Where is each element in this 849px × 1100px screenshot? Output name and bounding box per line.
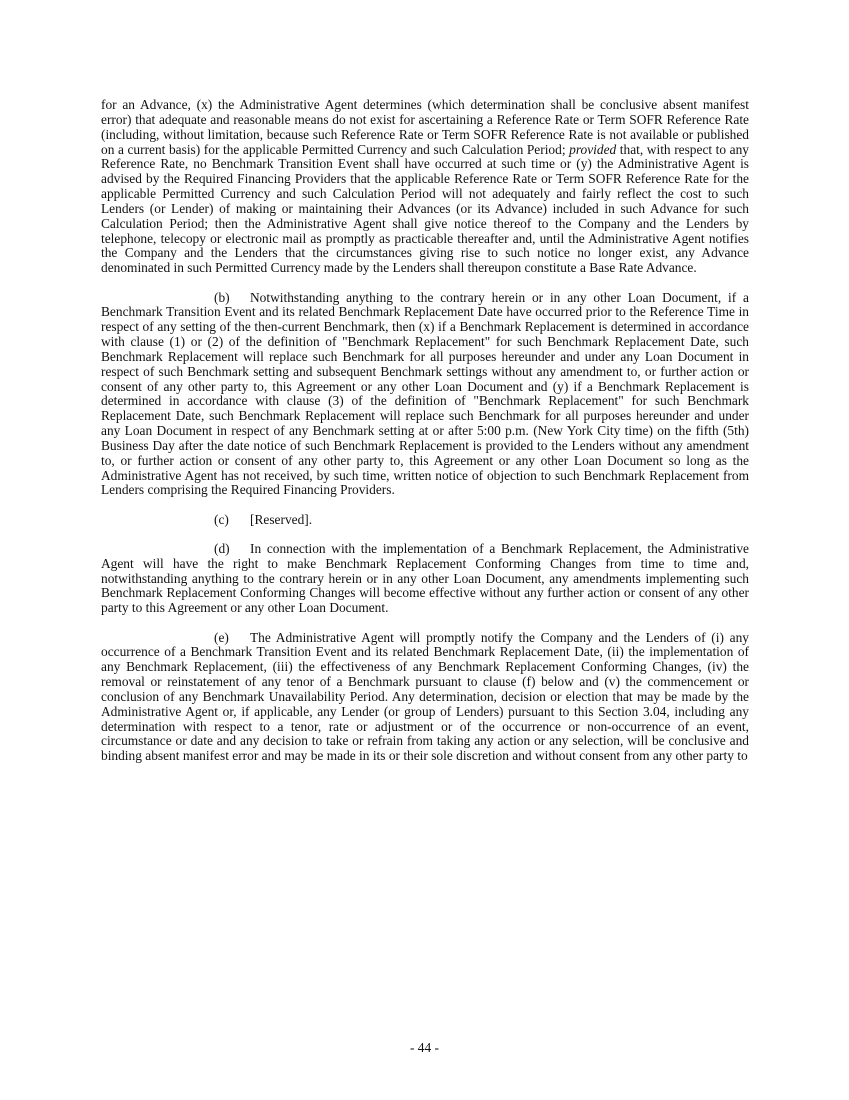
paragraph-b-label: (b) <box>214 289 230 305</box>
paragraph-a-text-before: for an Advance, (x) the Administrative Agent determines (which determination shall be conclusive absent manifest error) that adequate and reasonable means do not exist for ascertaining a Reference Rate or Term SOFR Reference Rate (including, without limitation, because such Reference Rate or Term SOFR Reference Rate is not available or published on a current basis) for the applicable Permitted Currency and such Calculation Period; <box>101 97 749 157</box>
paragraph-a-text-after: that, with respect to any Reference Rate, no Benchmark Transition Event shall have occurred at such time or (y) the Administrative Agent is advised by the Required Financing Providers that the applicable Reference Rate or Term SOFR Reference Rate for the applicable Permitted Currency and such Calculation Period will not adequately and fairly reflect the cost to such Lenders (or Lender) of making or maintaining their Advances (or its Advance) included in such Advance for such Calculation Period; then the Administrative Agent shall give notice thereof to the Company and the Lenders by telephone, telecopy or electronic mail as promptly as practicable thereafter and, until the Administrative Agent notifies the Company and the Lenders that the circumstances giving rise to such notice no longer exist, any Advance denominated in such Permitted Currency made by the Lenders shall thereupon constitute a Base Rate Advance. <box>101 141 750 276</box>
provided-term: provided <box>569 141 617 157</box>
paragraph-d <box>101 542 749 616</box>
document-page <box>101 98 749 779</box>
paragraph-b-text: Notwithstanding anything to the contrary herein or in any other Loan Document, if a Benchmark Transition Event and its related Benchmark Replacement Date have occurred prior to the Reference Time in respect of any setting of the then-current Benchmark, then (x) if a Benchmark Replacement is determined in accordance with clause (1) or (2) of the definition of "Benchmark Replacement" for such Benchmark Replacement Date, such Benchmark Replacement will replace such Benchmark for all purposes hereunder and under any Loan Document in respect of such Benchmark setting and subsequent Benchmark settings without any amendment to, or further action or consent of any other party to, this Agreement or any other Loan Document and (y) if a Benchmark Replacement is determined in accordance with clause (3) of the definition of "Benchmark Replacement" for such Benchmark Replacement Date, such Benchmark Replacement will replace such Benchmark for all purposes hereunder and under any Loan Document in respect of any Benchmark setting at or after 5:00 p.m. (New York City time) on the fifth (5th) Business Day after the date notice of such Benchmark Replacement is provided to the Lenders without any amendment to, or further action or consent of any other party to, this Agreement or any other Loan Document so long as the Administrative Agent has not received, by such time, written notice of objection to such Benchmark Replacement from Lenders comprising the Required Financing Providers. <box>101 289 749 498</box>
paragraph-e-text: The Administrative Agent will promptly notify the Company and the Lenders of (i) any occurrence of a Benchmark Transition Event and its related Benchmark Replacement Date, (ii) the implementation of any Benchmark Replacement, (iii) the effectiveness of any Benchmark Replacement Conforming Changes, (iv) the removal or reinstatement of any tenor of a Benchmark pursuant to clause (f) below and (v) the commencement or conclusion of any Benchmark Unavailability Period. Any determination, decision or election that may be made by the Administrative Agent or, if applicable, any Lender (or group of Lenders) pursuant to this Section 3.04, including any determination with respect to a tenor, rate or adjustment or of the occurrence or non-occurrence of an event, circumstance or date and any decision to take or refrain from taking any action or any selection, will be conclusive and binding absent manifest error and may be made in its or their sole discretion and without consent from any other party to <box>101 629 749 764</box>
paragraph-d-text: In connection with the implementation of a Benchmark Replacement, the Administrative Agent will have the right to make Benchmark Replacement Conforming Changes from time to time and, notwithstanding anything to the contrary herein or in any other Loan Document, any amendments implementing such Benchmark Replacement Conforming Changes will become effective without any further action or consent of any other party to this Agreement or any other Loan Document. <box>101 540 749 616</box>
paragraph-c <box>101 513 749 528</box>
paragraph-d-label: (d) <box>214 540 230 556</box>
paragraph-b <box>101 291 749 499</box>
paragraph-e <box>101 631 749 765</box>
paragraph-e-label: (e) <box>214 629 229 645</box>
paragraph-a-continued <box>101 98 749 276</box>
page-number: - 44 - <box>409 1040 439 1055</box>
paragraph-c-text: [Reserved]. <box>250 511 313 527</box>
paragraph-c-label: (c) <box>214 511 229 527</box>
